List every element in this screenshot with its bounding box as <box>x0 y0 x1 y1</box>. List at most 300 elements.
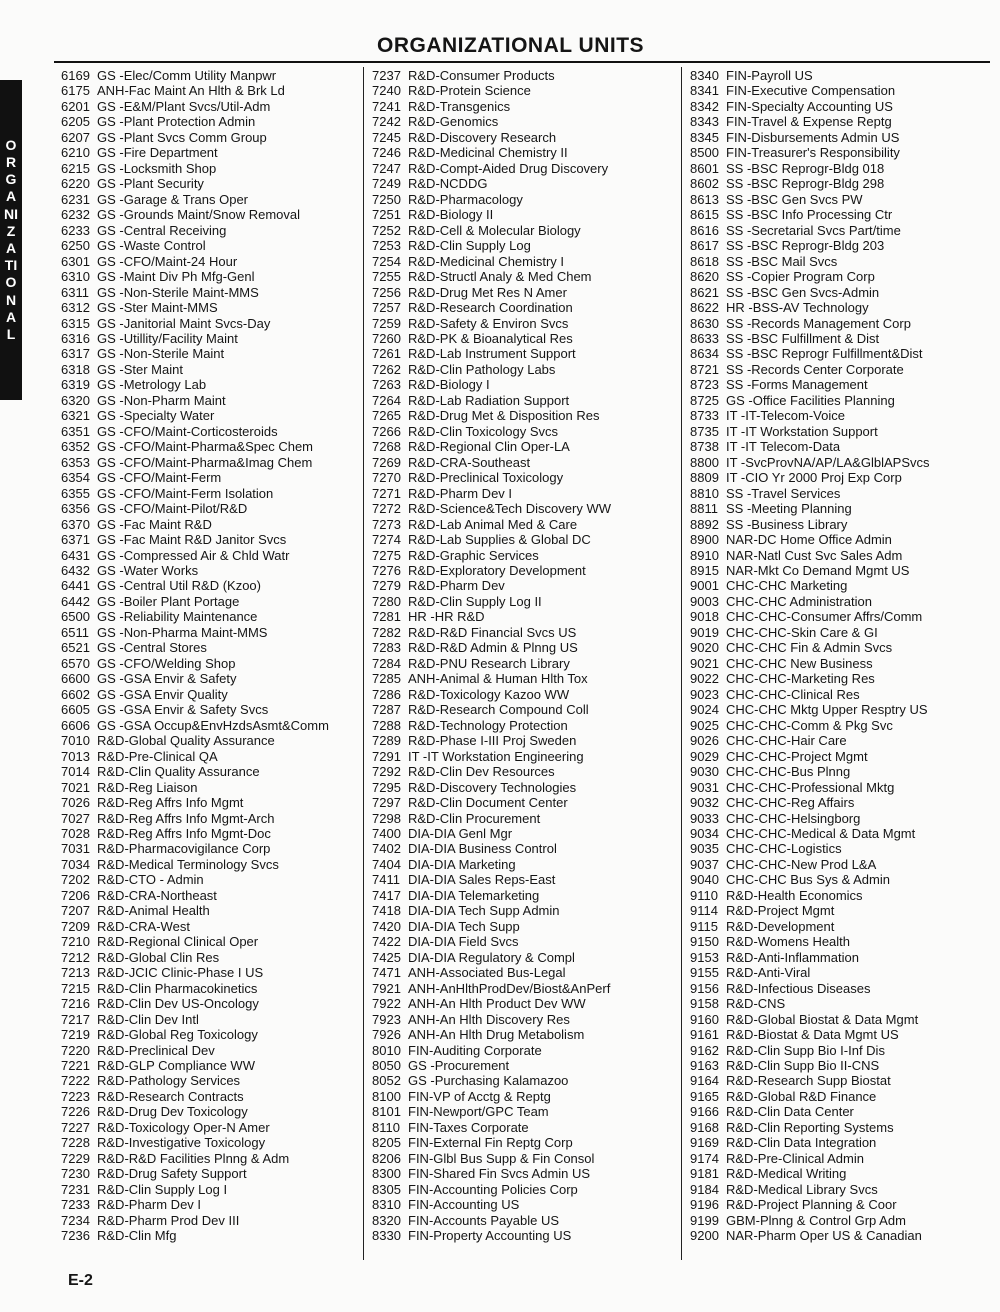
unit-code: 9018 <box>690 609 719 625</box>
unit-code: 6315 <box>61 315 90 331</box>
unit-code: 8052 <box>372 1073 401 1089</box>
unit-code: 7283 <box>372 640 401 656</box>
unit-name: CHC-CHC-New Prod L&A <box>726 856 877 872</box>
unit-entry <box>690 795 930 810</box>
unit-entry <box>372 207 611 222</box>
unit-code: 6500 <box>61 609 90 625</box>
unit-entry <box>61 903 329 918</box>
column-divider <box>681 67 682 1260</box>
unit-entry <box>372 625 611 640</box>
unit-code: 6441 <box>61 578 90 594</box>
unit-name: R&D-Clin Toxicology Svcs <box>408 423 559 439</box>
unit-entry <box>61 1213 329 1228</box>
unit-name: DIA-DIA Tech Supp <box>408 918 520 934</box>
unit-code: 6220 <box>61 176 90 192</box>
page-number: E-2 <box>68 1272 93 1289</box>
unit-name: R&D-Preclinical Toxicology <box>408 470 564 486</box>
unit-code: 8809 <box>690 470 719 486</box>
unit-name: R&D-Clin Data Center <box>726 1104 854 1120</box>
unit-name: GS -Plant Protection Admin <box>97 114 256 130</box>
unit-entry <box>372 996 611 1011</box>
unit-name: GS -Reliability Maintenance <box>97 609 258 625</box>
unit-code: 7222 <box>61 1073 90 1089</box>
units-column-2 <box>372 68 611 1244</box>
unit-code: 8205 <box>372 1135 401 1151</box>
unit-code: 8800 <box>690 454 719 470</box>
unit-code: 7246 <box>372 145 401 161</box>
unit-name: SS -BSC Mail Svcs <box>726 253 838 269</box>
unit-entry <box>690 285 930 300</box>
unit-name: R&D-Clin Reporting Systems <box>726 1119 894 1135</box>
unit-entry <box>61 1027 329 1042</box>
unit-entry <box>690 1228 930 1243</box>
unit-name: R&D-R&D Admin & Plnng US <box>408 640 578 656</box>
unit-name: R&D-Pharm Prod Dev III <box>97 1212 240 1228</box>
unit-name: R&D-Pharmacovigilance Corp <box>97 841 271 857</box>
unit-code: 7207 <box>61 903 90 919</box>
unit-entry <box>61 702 329 717</box>
unit-name: R&D-Biology II <box>408 207 494 223</box>
unit-name: SS -BSC Gen Svcs-Admin <box>726 284 880 300</box>
unit-entry <box>372 68 611 83</box>
unit-entry <box>690 192 930 207</box>
unit-entry <box>690 1089 930 1104</box>
unit-name: R&D-Toxicology Oper-N Amer <box>97 1119 270 1135</box>
unit-name: R&D-Clin Supp Bio I-Inf Dis <box>726 1042 885 1058</box>
unit-code: 7471 <box>372 965 401 981</box>
unit-entry <box>690 223 930 238</box>
unit-code: 8345 <box>690 129 719 145</box>
title-rule <box>54 61 990 63</box>
unit-code: 7265 <box>372 408 401 424</box>
unit-name: R&D-Regional Clin Oper-LA <box>408 439 570 455</box>
unit-entry <box>372 1104 611 1119</box>
unit-entry <box>372 1213 611 1228</box>
unit-name: R&D-Lab Animal Med & Care <box>408 516 578 532</box>
unit-entry <box>690 316 930 331</box>
unit-name: R&D-Graphic Services <box>408 547 539 563</box>
unit-entry <box>61 300 329 315</box>
unit-name: DIA-DIA Business Control <box>408 841 557 857</box>
unit-entry <box>372 114 611 129</box>
unit-name: FIN-External Fin Reptg Corp <box>408 1135 573 1151</box>
unit-entry <box>61 857 329 872</box>
unit-entry <box>690 346 930 361</box>
unit-entry <box>372 1182 611 1197</box>
unit-name: NAR-Pharm Oper US & Canadian <box>726 1228 922 1244</box>
unit-name: GS -Boiler Plant Portage <box>97 593 240 609</box>
unit-entry <box>372 532 611 547</box>
unit-entry <box>61 563 329 578</box>
unit-name: GS -Elec/Comm Utility Manpwr <box>97 68 277 83</box>
unit-code: 8915 <box>690 563 719 578</box>
unit-code: 7027 <box>61 810 90 826</box>
unit-code: 8738 <box>690 439 719 455</box>
unit-name: CHC-CHC-Marketing Res <box>726 671 875 687</box>
unit-entry <box>372 316 611 331</box>
unit-code: 7251 <box>372 207 401 223</box>
unit-name: CHC-CHC-Project Mgmt <box>726 748 868 764</box>
unit-entry <box>372 594 611 609</box>
unit-entry <box>372 439 611 454</box>
unit-entry <box>690 857 930 872</box>
unit-name: R&D-Transgenics <box>408 98 511 114</box>
unit-entry <box>690 594 930 609</box>
unit-code: 9168 <box>690 1119 719 1135</box>
unit-entry <box>61 238 329 253</box>
unit-code: 9003 <box>690 593 719 609</box>
unit-code: 9166 <box>690 1104 719 1120</box>
unit-name: R&D-Pathology Services <box>97 1073 241 1089</box>
unit-code: 7202 <box>61 872 90 888</box>
unit-code: 9155 <box>690 965 719 981</box>
unit-name: FIN-Glbl Bus Supp & Fin Consol <box>408 1150 595 1166</box>
unit-name: NAR-DC Home Office Admin <box>726 532 892 548</box>
section-tab-label: ORGANIZATIONAL <box>4 136 18 343</box>
unit-entry <box>372 83 611 98</box>
unit-name: R&D-Drug Safety Support <box>97 1166 247 1182</box>
unit-code: 9021 <box>690 655 719 671</box>
unit-code: 8723 <box>690 377 719 393</box>
unit-code: 8616 <box>690 222 719 238</box>
unit-entry <box>372 1151 611 1166</box>
unit-code: 7240 <box>372 83 401 99</box>
unit-code: 8622 <box>690 300 719 316</box>
unit-code: 7250 <box>372 191 401 207</box>
unit-name: R&D-GLP Compliance WW <box>97 1058 255 1073</box>
unit-entry <box>372 764 611 779</box>
unit-code: 7028 <box>61 825 90 841</box>
unit-code: 9158 <box>690 996 719 1012</box>
unit-name: R&D-Biostat & Data Mgmt US <box>726 1027 899 1043</box>
unit-name: IT -CIO Yr 2000 Proj Exp Corp <box>726 470 902 486</box>
unit-code: 6232 <box>61 207 90 223</box>
unit-name: SS -Records Center Corporate <box>726 361 904 377</box>
unit-entry <box>61 548 329 563</box>
unit-entry <box>690 1151 930 1166</box>
unit-entry <box>372 578 611 593</box>
unit-code: 7261 <box>372 346 401 362</box>
unit-entry <box>61 934 329 949</box>
unit-entry <box>372 718 611 733</box>
unit-code: 7219 <box>61 1027 90 1043</box>
unit-code: 7921 <box>372 980 401 996</box>
unit-name: R&D-R&D Financial Svcs US <box>408 624 577 640</box>
unit-code: 6442 <box>61 593 90 609</box>
unit-code: 6353 <box>61 454 90 470</box>
unit-entry <box>372 795 611 810</box>
unit-name: R&D-Research Contracts <box>97 1088 244 1104</box>
unit-entry <box>372 548 611 563</box>
unit-code: 9025 <box>690 717 719 733</box>
unit-code: 6312 <box>61 300 90 316</box>
unit-code: 7282 <box>372 624 401 640</box>
unit-name: ANH-AnHlthProdDev/Biost&AnPerf <box>408 980 611 996</box>
unit-code: 7292 <box>372 764 401 780</box>
unit-name: FIN-Payroll US <box>726 68 813 83</box>
unit-name: R&D-Global Biostat & Data Mgmt <box>726 1011 919 1027</box>
unit-code: 6233 <box>61 222 90 238</box>
unit-code: 6205 <box>61 114 90 130</box>
unit-code: 7230 <box>61 1166 90 1182</box>
unit-entry <box>372 563 611 578</box>
unit-entry <box>690 996 930 1011</box>
unit-code: 7257 <box>372 300 401 316</box>
unit-entry <box>61 965 329 980</box>
unit-name: R&D-Lab Radiation Support <box>408 392 570 408</box>
unit-code: 9199 <box>690 1212 719 1228</box>
unit-code: 9181 <box>690 1166 719 1182</box>
unit-code: 8330 <box>372 1228 401 1244</box>
unit-code: 7237 <box>372 68 401 83</box>
unit-name: ANH-An Hlth Product Dev WW <box>408 996 586 1012</box>
unit-name: IT -IT Workstation Support <box>726 423 878 439</box>
unit-code: 7026 <box>61 795 90 811</box>
unit-name: R&D-Lab Instrument Support <box>408 346 576 362</box>
unit-name: R&D-Project Mgmt <box>726 903 835 919</box>
unit-entry <box>690 1012 930 1027</box>
unit-name: SS -BSC Info Processing Ctr <box>726 207 893 223</box>
unit-code: 7923 <box>372 1011 401 1027</box>
column-divider <box>363 67 364 1260</box>
unit-entry <box>372 300 611 315</box>
unit-code: 9110 <box>690 887 718 903</box>
unit-name: GS -Garage & Trans Oper <box>97 191 249 207</box>
unit-code: 7273 <box>372 516 401 532</box>
unit-code: 7233 <box>61 1197 90 1213</box>
unit-entry <box>690 671 930 686</box>
unit-entry <box>372 780 611 795</box>
unit-code: 9174 <box>690 1150 719 1166</box>
unit-name: R&D-CTO - Admin <box>97 872 204 888</box>
unit-code: 6351 <box>61 423 90 439</box>
unit-entry <box>372 1135 611 1150</box>
unit-entry <box>372 826 611 841</box>
unit-code: 9034 <box>690 825 719 841</box>
unit-entry <box>61 1073 329 1088</box>
unit-code: 7254 <box>372 253 401 269</box>
unit-code: 7247 <box>372 160 401 176</box>
unit-code: 6356 <box>61 501 90 517</box>
unit-code: 6318 <box>61 361 90 377</box>
unit-entry <box>372 687 611 702</box>
unit-code: 8305 <box>372 1181 401 1197</box>
unit-code: 9115 <box>690 918 718 934</box>
unit-code: 9037 <box>690 856 719 872</box>
unit-entry <box>690 702 930 717</box>
unit-code: 7260 <box>372 330 401 346</box>
unit-entry <box>690 176 930 191</box>
unit-entry <box>372 1073 611 1088</box>
unit-entry <box>61 1135 329 1150</box>
unit-entry <box>372 455 611 470</box>
unit-name: R&D-CRA-Northeast <box>97 887 217 903</box>
unit-entry <box>372 903 611 918</box>
unit-code: 6320 <box>61 392 90 408</box>
unit-entry <box>61 826 329 841</box>
unit-entry <box>690 207 930 222</box>
unit-entry <box>372 377 611 392</box>
unit-code: 7234 <box>61 1212 90 1228</box>
unit-code: 7241 <box>372 98 401 114</box>
unit-entry <box>690 950 930 965</box>
unit-name: R&D-Pharmacology <box>408 191 523 207</box>
unit-name: SS -Forms Management <box>726 377 868 393</box>
unit-name: R&D-Research Coordination <box>408 300 573 316</box>
unit-name: R&D-Investigative Toxicology <box>97 1135 266 1151</box>
unit-code: 7255 <box>372 269 401 285</box>
unit-name: GS -Compressed Air & Chld Watr <box>97 547 290 563</box>
unit-code: 9160 <box>690 1011 719 1027</box>
unit-name: R&D-Medical Terminology Svcs <box>97 856 279 872</box>
unit-name: R&D-Anti-Inflammation <box>726 949 859 965</box>
unit-code: 7031 <box>61 841 90 857</box>
unit-name: R&D-Compt-Aided Drug Discovery <box>408 160 609 176</box>
unit-entry <box>690 1213 930 1228</box>
unit-name: R&D-Clin Document Center <box>408 795 568 811</box>
page-title: ORGANIZATIONAL UNITS <box>377 34 645 57</box>
unit-code: 7291 <box>372 748 401 764</box>
unit-entry <box>61 950 329 965</box>
unit-name: GS -Ster Maint-MMS <box>97 300 218 316</box>
unit-entry <box>372 888 611 903</box>
unit-entry <box>690 578 930 593</box>
unit-name: CHC-CHC Fin & Admin Svcs <box>726 640 893 656</box>
unit-code: 7226 <box>61 1104 90 1120</box>
unit-code: 7206 <box>61 887 90 903</box>
unit-entry <box>61 316 329 331</box>
unit-name: CHC-CHC Mktg Upper Resptry US <box>726 702 928 718</box>
unit-name: R&D-Reg Affrs Info Mgmt-Arch <box>97 810 275 826</box>
unit-entry <box>61 192 329 207</box>
unit-name: R&D-Lab Supplies & Global DC <box>408 532 591 548</box>
unit-name: DIA-DIA Telemarketing <box>408 887 540 903</box>
unit-code: 9030 <box>690 764 719 780</box>
unit-entry <box>690 439 930 454</box>
unit-entry <box>372 130 611 145</box>
unit-entry <box>61 223 329 238</box>
unit-name: R&D-R&D Facilities Plnng & Adm <box>97 1150 290 1166</box>
unit-code: 7216 <box>61 996 90 1012</box>
unit-entry <box>61 625 329 640</box>
unit-entry <box>690 238 930 253</box>
unit-name: CHC-CHC-Bus Plnng <box>726 764 851 780</box>
unit-name: ANH-An Hlth Drug Metabolism <box>408 1027 585 1043</box>
unit-name: CHC-CHC-Hair Care <box>726 733 847 749</box>
unit-entry <box>61 594 329 609</box>
unit-entry <box>690 841 930 856</box>
unit-code: 7236 <box>61 1228 90 1244</box>
unit-name: ANH-Associated Bus-Legal <box>408 965 566 981</box>
unit-code: 7420 <box>372 918 401 934</box>
unit-code: 9020 <box>690 640 719 656</box>
unit-code: 8721 <box>690 361 719 377</box>
unit-name: R&D-Reg Affrs Info Mgmt <box>97 795 244 811</box>
unit-entry <box>690 532 930 547</box>
unit-entry <box>690 1058 930 1073</box>
unit-entry <box>61 888 329 903</box>
unit-name: CHC-CHC-Reg Affairs <box>726 795 855 811</box>
unit-entry <box>372 285 611 300</box>
unit-entry <box>690 1182 930 1197</box>
unit-name: R&D-Exploratory Development <box>408 563 586 578</box>
unit-code: 6354 <box>61 470 90 486</box>
unit-entry <box>690 548 930 563</box>
unit-code: 6311 <box>61 284 89 300</box>
unit-name: R&D-Development <box>726 918 835 934</box>
unit-entry <box>372 872 611 887</box>
unit-entry <box>372 640 611 655</box>
unit-name: GS -Office Facilities Planning <box>726 392 895 408</box>
unit-code: 8340 <box>690 68 719 83</box>
unit-code: 9114 <box>690 903 718 919</box>
unit-name: FIN-Property Accounting US <box>408 1228 572 1244</box>
unit-entry <box>372 702 611 717</box>
unit-name: R&D-Clin Procurement <box>408 810 541 826</box>
unit-entry <box>690 1104 930 1119</box>
unit-entry <box>690 130 930 145</box>
unit-entry <box>690 300 930 315</box>
unit-name: GS -E&M/Plant Svcs/Util-Adm <box>97 98 271 114</box>
unit-name: R&D-Safety & Environ Svcs <box>408 315 569 331</box>
unit-code: 9033 <box>690 810 719 826</box>
unit-code: 7021 <box>61 779 90 795</box>
unit-entry <box>61 99 329 114</box>
unit-name: CHC-CHC-Comm & Pkg Svc <box>726 717 893 733</box>
unit-code: 8620 <box>690 269 719 285</box>
unit-code: 9029 <box>690 748 719 764</box>
unit-code: 7013 <box>61 748 90 764</box>
unit-code: 7400 <box>372 825 401 841</box>
unit-name: GBM-Plnng & Control Grp Adm <box>726 1212 906 1228</box>
unit-entry <box>372 362 611 377</box>
unit-name: CHC-CHC-Clinical Res <box>726 686 860 702</box>
units-column-1 <box>61 68 329 1244</box>
unit-name: R&D-Clin Supp Bio II-CNS <box>726 1058 880 1073</box>
unit-code: 8615 <box>690 207 719 223</box>
unit-entry <box>61 145 329 160</box>
unit-name: R&D-Pre-Clinical QA <box>97 748 218 764</box>
unit-entry <box>61 795 329 810</box>
unit-code: 7228 <box>61 1135 90 1151</box>
unit-entry <box>690 455 930 470</box>
unit-name: R&D-CNS <box>726 996 786 1012</box>
unit-entry <box>61 161 329 176</box>
unit-name: R&D-Global Reg Toxicology <box>97 1027 258 1043</box>
unit-entry <box>372 1012 611 1027</box>
unit-code: 7213 <box>61 965 90 981</box>
unit-entry <box>372 1166 611 1181</box>
unit-entry <box>61 346 329 361</box>
unit-code: 7268 <box>372 439 401 455</box>
unit-entry <box>372 145 611 160</box>
unit-entry <box>690 687 930 702</box>
unit-code: 6317 <box>61 346 90 362</box>
unit-entry <box>690 501 930 516</box>
unit-code: 7276 <box>372 563 401 578</box>
unit-code: 8617 <box>690 238 719 254</box>
unit-code: 8910 <box>690 547 719 563</box>
unit-entry <box>61 501 329 516</box>
unit-code: 7417 <box>372 887 401 903</box>
unit-code: 7402 <box>372 841 401 857</box>
unit-entry <box>61 470 329 485</box>
unit-entry <box>61 919 329 934</box>
unit-name: R&D-Pharm Dev I <box>408 485 513 501</box>
unit-name: R&D-Drug Met & Disposition Res <box>408 408 600 424</box>
unit-name: GS -Ster Maint <box>97 361 183 377</box>
unit-code: 9161 <box>690 1027 719 1043</box>
